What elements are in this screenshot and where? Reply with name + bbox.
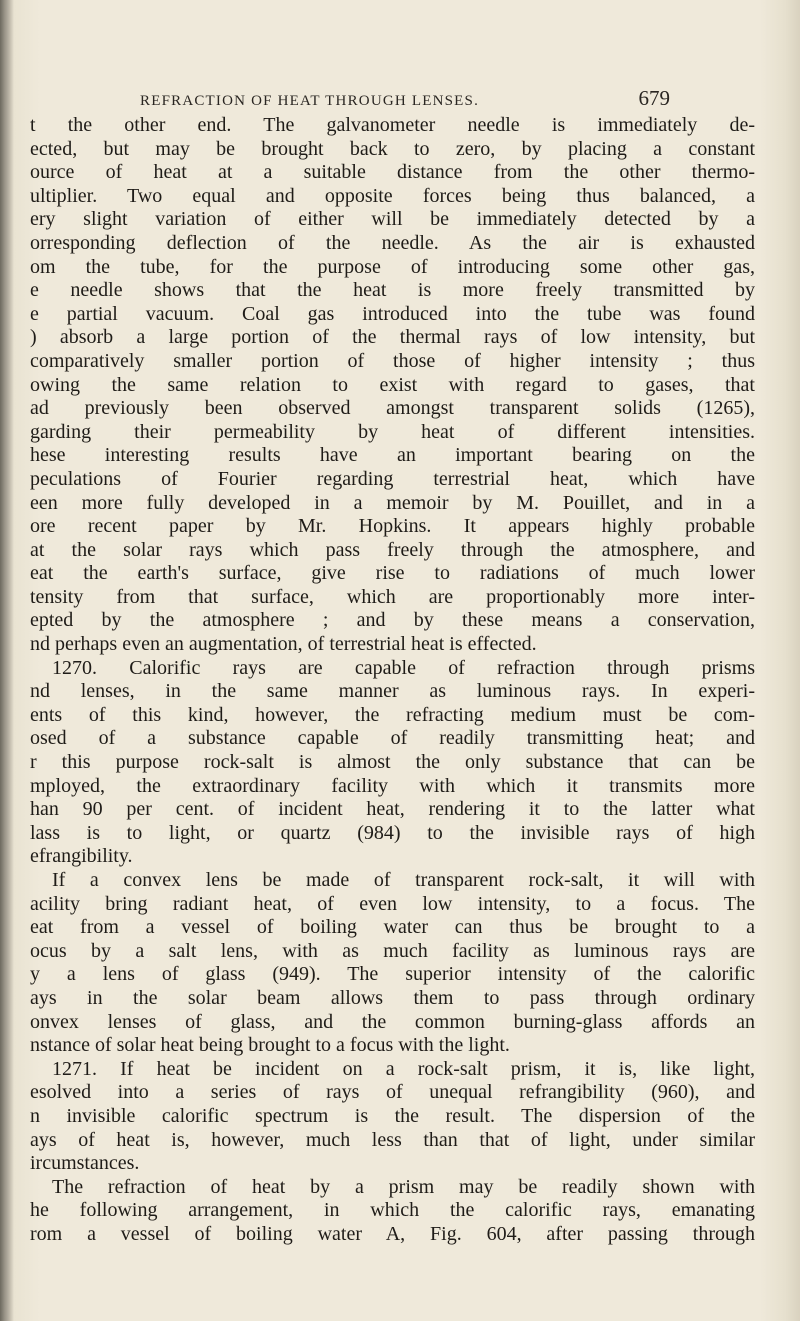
text-line: he following arrangement, in which the calorific rays, emanating [30,1199,755,1222]
text-line: n invisible calorific spectrum is the result. The dispersion of the [30,1104,755,1127]
text-line: orresponding deflection of the needle. As the air is exhausted [30,231,755,254]
text-line: epted by the atmosphere ; and by these means a conservation, [30,609,755,632]
text-line: 1271. If heat be incident on a rock-salt prism, it is, like light, [52,1057,755,1080]
text-line: ays of heat is, however, much less than that of light, under similar [30,1128,755,1151]
text-line: han 90 per cent. of incident heat, rendering it to the latter what [30,798,755,821]
text-line: ore recent paper by Mr. Hopkins. It appears highly probable [30,515,755,538]
text-line: 1270. Calorific rays are capable of refraction through prisms [52,656,755,679]
text-line: nd lenses, in the same manner as luminous rays. In experi- [30,680,755,703]
text-line: ected, but may be brought back to zero, by placing a constant [30,137,755,160]
text-line: r this purpose rock-salt is almost the only substance that can be [30,751,755,774]
text-line: The refraction of heat by a prism may be readily shown with [52,1175,755,1198]
text-line: If a convex lens be made of transparent rock-salt, it will with [52,869,755,891]
text-line: onvex lenses of glass, and the common burning-glass affords an [30,1010,755,1033]
text-line: e partial vacuum. Coal gas introduced into the tube was found [30,302,755,325]
text-line: ays in the solar beam allows them to pass through ordinary [30,986,755,1009]
text-line: een more fully developed in a memoir by M. Pouillet, and in a [30,491,755,514]
text-line: acility bring radiant heat, of even low intensity, to a focus. The [30,892,755,915]
text-line: ery slight variation of either will be immediately detected by a [30,208,755,231]
text-line: owing the same relation to exist with regard to gases, that [30,373,755,396]
running-title: REFRACTION OF HEAT THROUGH LENSES. [140,93,480,109]
text-line: ource of heat at a suitable distance from the other thermo- [30,161,755,184]
text-line: e needle shows that the heat is more freely transmitted by [30,279,755,302]
text-line: ents of this kind, however, the refracting medium must be com- [30,703,755,726]
running-head [140,86,670,111]
text-line: rom a vessel of boiling water A, Fig. 604, after passing through [30,1222,755,1245]
text-line: ircumstances. [30,1152,140,1175]
text-line: nstance of solar heat being brought to a focus with the light. [30,1034,510,1057]
text-line: lass is to light, or quartz (984) to the invisible rays of high [30,821,755,844]
text-line: ad previously been observed amongst transparent solids (1265), [30,397,755,420]
text-line: ocus by a salt lens, with as much facility as luminous rays are [30,939,755,962]
text-line: t the other end. The galvanometer needle is immediately de- [30,114,755,136]
text-line: esolved into a series of rays of unequal refrangibility (960), and [30,1081,755,1104]
text-line: om the tube, for the purpose of introducing some other gas, [30,255,755,278]
text-line: mployed, the extraordinary facility with which it transmits more [30,774,755,797]
text-line: at the solar rays which pass freely through the atmosphere, and [30,538,755,561]
page-number: 679 [638,86,670,110]
body-text [30,114,755,1247]
text-line: comparatively smaller portion of those of higher intensity ; thus [30,349,755,372]
text-line: tensity from that surface, which are proportionably more inter- [30,585,755,608]
text-line: ultiplier. Two equal and opposite forces being thus balanced, a [30,184,755,207]
text-line: hese interesting results have an important bearing on the [30,444,755,467]
text-line: garding their permeability by heat of different intensities. [30,420,755,443]
text-line: nd perhaps even an augmentation, of terrestrial heat is effected. [30,633,537,656]
text-line: peculations of Fourier regarding terrestrial heat, which have [30,467,755,490]
binding-shadow [0,0,14,1321]
text-line: ) absorb a large portion of the thermal rays of low intensity, but [30,326,755,349]
text-line: eat the earth's surface, give rise to radiations of much lower [30,562,755,585]
text-line: osed of a substance capable of readily transmitting heat; and [30,727,755,750]
text-line: eat from a vessel of boiling water can thus be brought to a [30,916,755,939]
text-line: y a lens of glass (949). The superior intensity of the calorific [30,963,755,986]
text-line: efrangibility. [30,845,133,868]
